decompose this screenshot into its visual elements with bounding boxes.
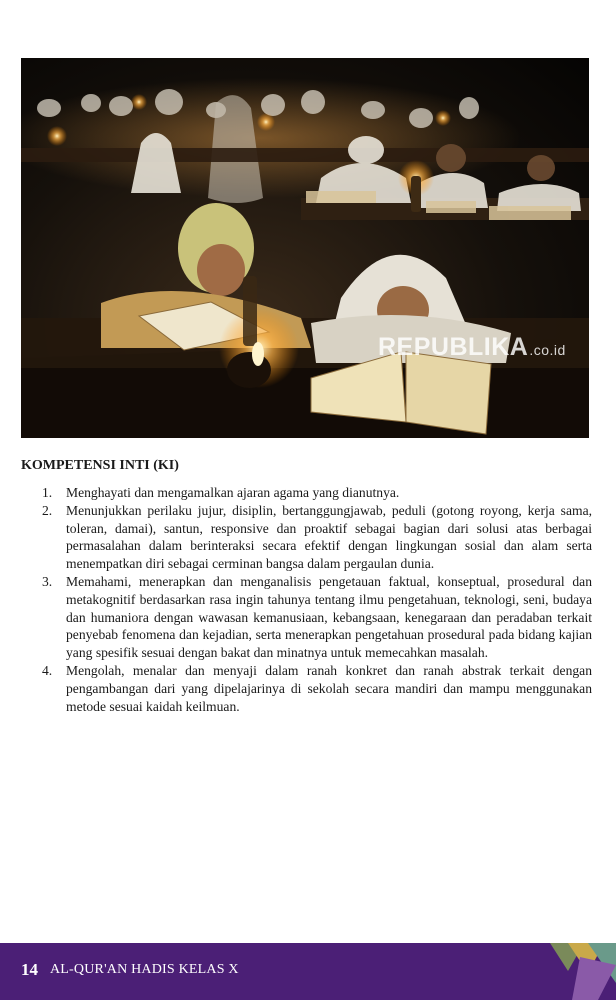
list-item-number: 1. <box>42 485 53 500</box>
list-item-text: Mengolah, menalar dan menyaji dalam ranah konkret dan ranah abstrak terkait dengan pengambangan dari yang dipelajarinya di sekolah secara mandiri dan mampu menggunakan metode sesuai kaidah keilmuan. <box>66 662 592 714</box>
photo-illustration <box>21 58 589 438</box>
page-footer <box>0 943 616 1000</box>
footer-decoration <box>536 943 616 1000</box>
list-item-text: Memahami, menerapkan dan menganalisis pengetauan faktual, konseptual, prosedural dan metakognitif berdasarkan rasa ingin tahunya tentang ilmu pengetahuan, teknologi, seni, budaya dan humaniora dengan wawasan kemanusiaan, kebangsaan, kenegaraan dan peradaban terkait penyebab fenomena dan kejadian, serta menerapkan pengetahuan prosedural pada bidang kajian yang spesifik sesuai dengan bakat dan minatnya untuk memecahkan masalah. <box>66 573 592 661</box>
list-item-number: 3. <box>42 573 53 589</box>
list-item <box>38 502 592 573</box>
list-item-number: 2. <box>42 502 53 518</box>
list-item <box>38 573 592 662</box>
page-number: 14 <box>21 960 38 979</box>
section-heading: KOMPETENSI INTI (KI) <box>21 458 179 473</box>
list-item <box>38 484 592 502</box>
photo-watermark: REPUBLIKA.co.id <box>378 333 566 361</box>
book-title: AL-QUR'AN HADIS KELAS X <box>50 962 239 977</box>
photo-children-reading-quran <box>21 58 589 438</box>
list-item <box>38 662 592 715</box>
list-item-text: Menunjukkan perilaku jujur, disiplin, bertanggungjawab, peduli (gotong royong, kerja sama, toleran, damai), santun, responsive dan proaktif sebagai bagian dari solusi atas berbagai permasalahan dalam berinteraksi secara efektif dengan lingkungan sosial dan alam serta menempatkan diri sebagai cerminan bangsa dalam pergaulan dunia. <box>66 502 592 572</box>
competency-list <box>38 484 592 715</box>
list-item-number: 4. <box>42 662 53 678</box>
list-item-text: Menghayati dan mengamalkan ajaran agama yang dianutnya. <box>66 485 400 500</box>
